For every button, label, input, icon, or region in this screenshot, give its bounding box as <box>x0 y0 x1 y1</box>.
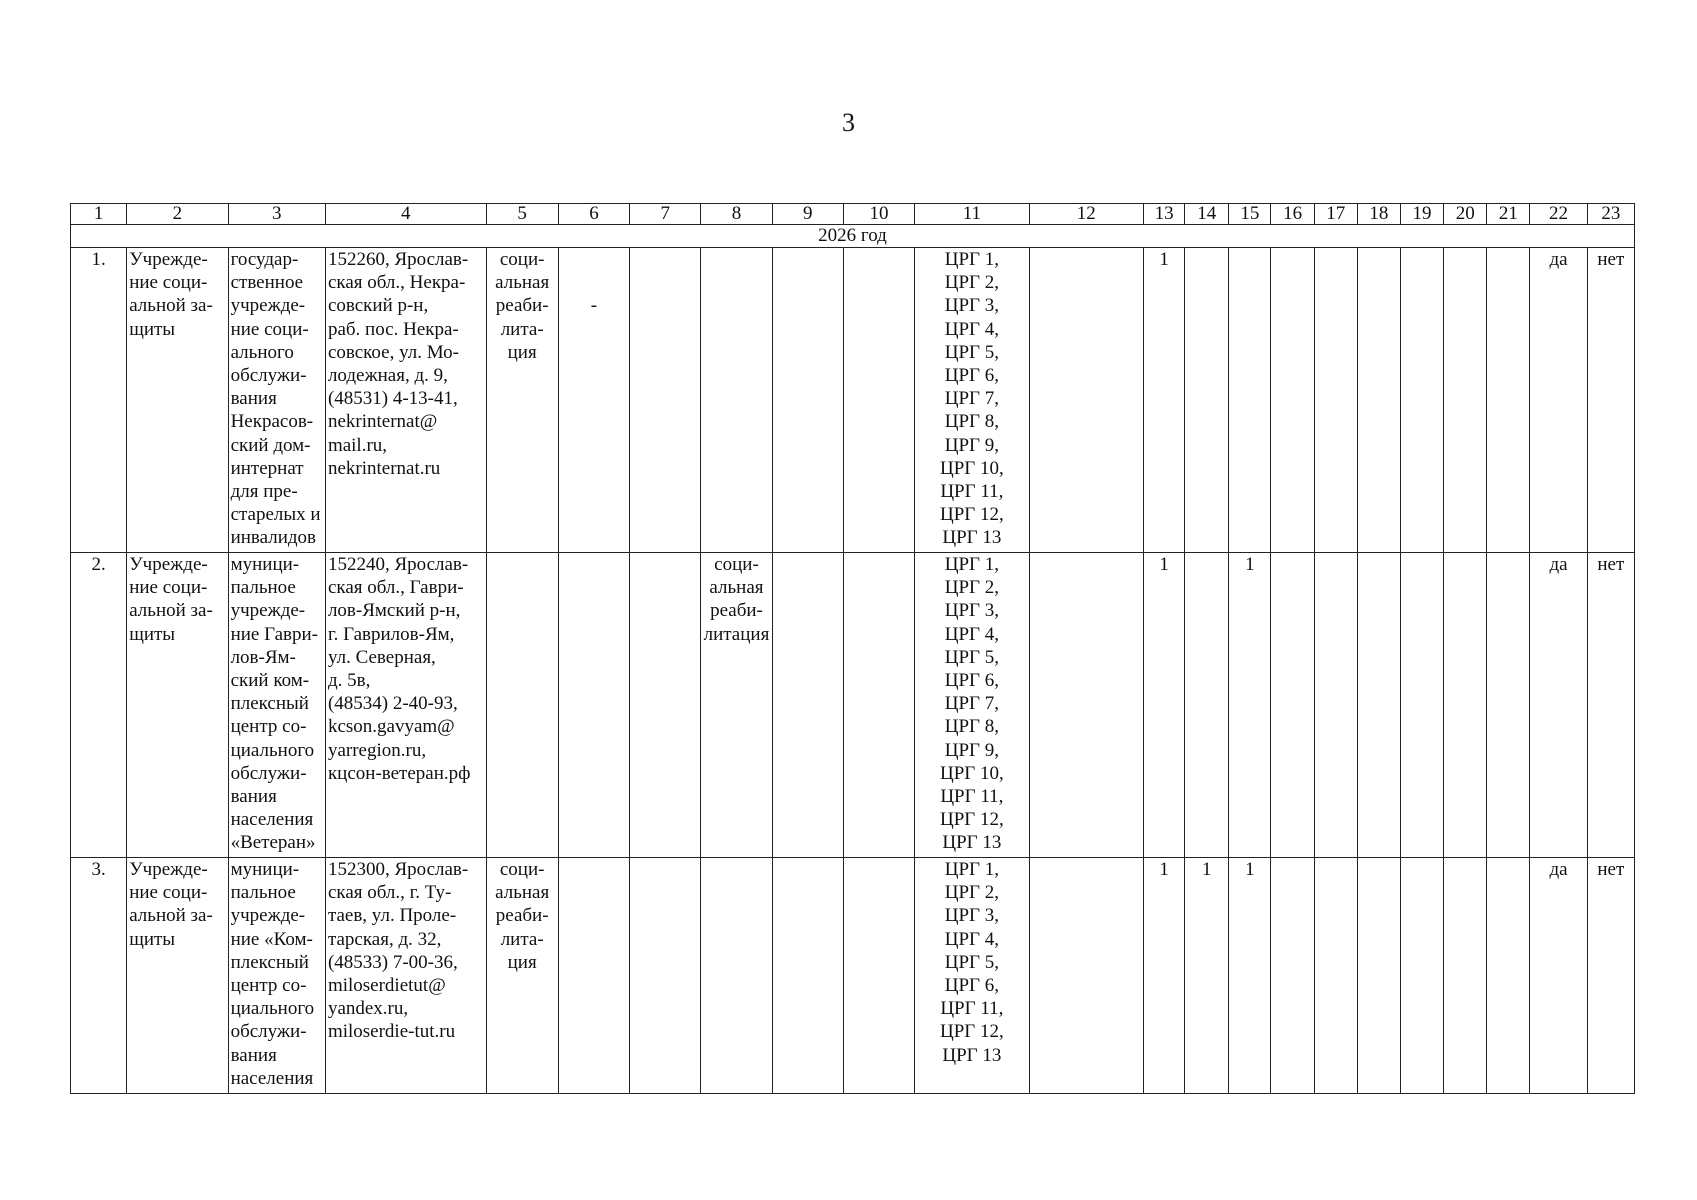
table-cell <box>772 553 843 858</box>
header-cell: 22 <box>1530 204 1587 225</box>
table-cell <box>1400 553 1443 858</box>
header-cell: 19 <box>1400 204 1443 225</box>
header-cell: 4 <box>325 204 486 225</box>
table-cell <box>1400 858 1443 1094</box>
table-cell: 1 <box>1185 858 1229 1094</box>
address-cell: 152300, Ярослав- ская обл., г. Ту- таев, ул. Проле- тарская, д. 32, (48533) 7-00-36, miloserdietut@ yandex.ru, miloserdie-tut.ru <box>325 858 486 1094</box>
service-cell <box>486 553 558 858</box>
header-cell: 23 <box>1587 204 1634 225</box>
table-cell <box>1229 248 1271 553</box>
yes-no-cell: нет <box>1587 248 1634 553</box>
table-cell <box>1400 248 1443 553</box>
organization-cell: муници- пальное учрежде- ние Гаври- лов-Ям- ский ком- плексный центр со- циального обслужи- вания населения «Ветеран» <box>228 553 325 858</box>
table-cell <box>558 553 629 858</box>
table-cell <box>630 858 701 1094</box>
table-cell: - <box>558 248 629 553</box>
header-cell: 6 <box>558 204 629 225</box>
target-groups-cell: ЦРГ 1, ЦРГ 2, ЦРГ 3, ЦРГ 4, ЦРГ 5, ЦРГ 6, ЦРГ 7, ЦРГ 8, ЦРГ 9, ЦРГ 10, ЦРГ 11, ЦРГ 12, ЦРГ 13 <box>915 553 1029 858</box>
table-cell <box>1357 248 1400 553</box>
row-number: 2. <box>71 553 127 858</box>
row-number: 3. <box>71 858 127 1094</box>
table-cell <box>1271 858 1314 1094</box>
document-table <box>70 203 1635 1094</box>
category-cell: Учрежде- ние соци- альной за- щиты <box>127 248 228 553</box>
service-cell: соци- альная реаби- литация <box>701 553 772 858</box>
table-cell <box>1271 553 1314 858</box>
table-cell <box>772 858 843 1094</box>
organization-cell: государ- ственное учрежде- ние соци- ального обслужи- вания Некрасов- ский дом- интернат для пре- старелых и инвалидов <box>228 248 325 553</box>
header-row <box>71 204 1635 225</box>
page-number: 3 <box>842 108 855 137</box>
row-number: 1. <box>71 248 127 553</box>
table-cell <box>843 248 914 553</box>
header-cell: 11 <box>915 204 1029 225</box>
header-cell: 20 <box>1444 204 1487 225</box>
table-cell: 1 <box>1229 858 1271 1094</box>
table-cell <box>1487 858 1530 1094</box>
header-cell: 14 <box>1185 204 1229 225</box>
year-label: 2026 год <box>71 225 1635 248</box>
table-cell <box>1029 553 1143 858</box>
table-cell <box>1444 248 1487 553</box>
table-cell <box>772 248 843 553</box>
yes-no-cell: да <box>1530 553 1587 858</box>
header-cell: 5 <box>486 204 558 225</box>
yes-no-cell: нет <box>1587 858 1634 1094</box>
table-cell: 1 <box>1144 858 1185 1094</box>
table-cell <box>1487 248 1530 553</box>
target-groups-cell: ЦРГ 1, ЦРГ 2, ЦРГ 3, ЦРГ 4, ЦРГ 5, ЦРГ 6, ЦРГ 11, ЦРГ 12, ЦРГ 13 <box>915 858 1029 1094</box>
header-cell: 7 <box>630 204 701 225</box>
table-cell <box>843 858 914 1094</box>
table-cell <box>1029 248 1143 553</box>
header-cell: 21 <box>1487 204 1530 225</box>
table-cell <box>1314 858 1357 1094</box>
table-row <box>71 553 1635 858</box>
table-cell <box>1444 553 1487 858</box>
header-cell: 1 <box>71 204 127 225</box>
table-cell <box>701 858 772 1094</box>
table-cell <box>701 248 772 553</box>
table-cell <box>1487 553 1530 858</box>
header-cell: 12 <box>1029 204 1143 225</box>
header-cell: 15 <box>1229 204 1271 225</box>
table-row <box>71 248 1635 553</box>
target-groups-cell: ЦРГ 1, ЦРГ 2, ЦРГ 3, ЦРГ 4, ЦРГ 5, ЦРГ 6, ЦРГ 7, ЦРГ 8, ЦРГ 9, ЦРГ 10, ЦРГ 11, ЦРГ 12, ЦРГ 13 <box>915 248 1029 553</box>
header-cell: 10 <box>843 204 914 225</box>
header-cell: 9 <box>772 204 843 225</box>
table-cell: 1 <box>1144 248 1185 553</box>
service-cell: соци- альная реаби- лита- ция <box>486 858 558 1094</box>
table-cell <box>1314 553 1357 858</box>
table-cell <box>1185 248 1229 553</box>
table-cell <box>630 553 701 858</box>
year-row <box>71 225 1635 248</box>
header-cell: 3 <box>228 204 325 225</box>
table-cell: 1 <box>1144 553 1185 858</box>
address-cell: 152240, Ярослав- ская обл., Гаври- лов-Ямский р-н, г. Гаврилов-Ям, ул. Северная, д. 5в, (48534) 2-40-93, kcson.gavyam@ yarregion.ru, кцсон-ветеран.рф <box>325 553 486 858</box>
table-cell <box>1029 858 1143 1094</box>
header-cell: 13 <box>1144 204 1185 225</box>
header-cell: 17 <box>1314 204 1357 225</box>
category-cell: Учрежде- ние соци- альной за- щиты <box>127 858 228 1094</box>
table-cell <box>630 248 701 553</box>
table-cell <box>1357 858 1400 1094</box>
table-cell <box>1185 553 1229 858</box>
table-cell <box>1444 858 1487 1094</box>
header-cell: 2 <box>127 204 228 225</box>
yes-no-cell: нет <box>1587 553 1634 858</box>
table-cell <box>558 858 629 1094</box>
table-cell <box>1357 553 1400 858</box>
organization-cell: муници- пальное учрежде- ние «Ком- плексный центр со- циального обслужи- вания населения <box>228 858 325 1094</box>
table-cell <box>843 553 914 858</box>
table-cell: 1 <box>1229 553 1271 858</box>
category-cell: Учрежде- ние соци- альной за- щиты <box>127 553 228 858</box>
table-cell <box>1271 248 1314 553</box>
header-cell: 8 <box>701 204 772 225</box>
yes-no-cell: да <box>1530 858 1587 1094</box>
table-row <box>71 858 1635 1094</box>
header-cell: 16 <box>1271 204 1314 225</box>
address-cell: 152260, Ярослав- ская обл., Некра- совский р-н, раб. пос. Некра- совское, ул. Мо- лодежная, д. 9, (48531) 4-13-41, nekrinternat@ mail.ru, nekrinternat.ru <box>325 248 486 553</box>
header-cell: 18 <box>1357 204 1400 225</box>
table-cell <box>1314 248 1357 553</box>
yes-no-cell: да <box>1530 248 1587 553</box>
service-cell: соци- альная реаби- лита- ция <box>486 248 558 553</box>
